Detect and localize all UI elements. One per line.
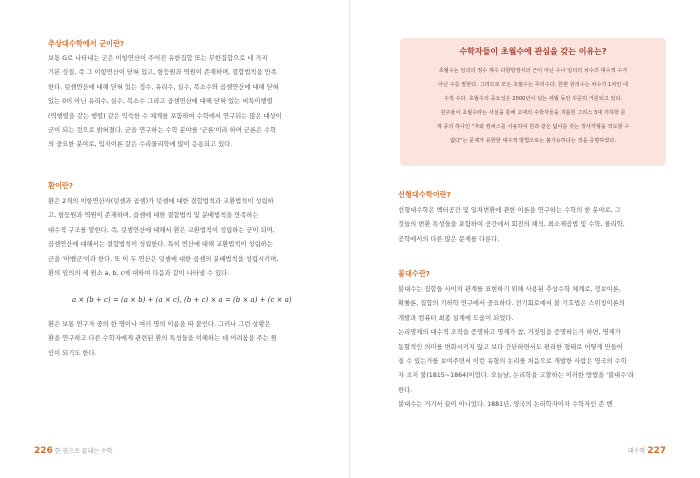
text-line: 불대수는 거기서 끝이 아니었다. 1881년, 영국의 논리학자이자 수학자인 존 벤 [398, 401, 613, 409]
text-line: 한다. [398, 386, 413, 394]
text-line: 환의 임의의 세 원소 a, b, c에 대하여 다음과 같이 나타낼 수 있다. [48, 270, 230, 278]
page-number: 227 [647, 446, 666, 456]
text-line: 자 조지 불(1815~1864)이었다. 오늘날, 논리학을 고찰하는 이러한 방법을 '불대수'라 [398, 372, 635, 380]
section-body-group [48, 52, 312, 153]
text-line: 군을 '아벨군'이라 한다. 또 이 두 연산은 덧셈에 대한 곱셈의 분배법칙을 성립시키며, [48, 255, 279, 263]
text-line: 선형대수학은 벡터공간 및 일차변환에 관한 이론을 연구하는 수학의 한 분야로, 그 [398, 207, 621, 214]
text-line: 없다"는 문제가 유한한 대수적 방법으로는 불가능하다는 것을 증명하였다. [450, 138, 616, 144]
text-line: 개발과 컴퓨터 최종 설계에 도움이 되었다. [398, 314, 514, 322]
text-line: 보통 G로 나타내는 군은 이항연산이 주어진 유한집합 또는 무한집합으로 네 가지 [48, 55, 268, 62]
text-line: 환은 보통 연구자 중의 한 명이나 여러 명의 이름을 따 붙인다. 그러나 그런 상황은 [48, 321, 271, 328]
text-line: 고, 항등원과 역원이 존재하며, 곱셈에 대한 결합법칙 및 분배법칙을 만족하는 [48, 212, 259, 220]
text-line: 인이 되기도 한다. [48, 349, 97, 357]
section-body-boolean-algebra [398, 283, 666, 413]
text-line: 기본 성질, 즉 그 이항연산이 닫혀 있고, 항등원과 역원이 존재하며, 결합법칙을 만족 [48, 69, 277, 77]
section-body-ring [48, 195, 312, 281]
text-line: 군이 되는 것으로 밝혀졌다. 군을 연구하는 수학 분야를 '군론'이라 하며 군론은 수학 [48, 127, 277, 135]
text-line: 환을 연구하고 다른 수학자에게 관련된 환의 특성들을 이해하는 데 어려움을 주는 원 [48, 335, 277, 343]
text-line: 곱셈연산에 대해서는 결합법칙이 성립한다. 특히 연산에 대해 교환법칙이 성립하는 [48, 241, 273, 249]
text-line: 공학에서의 다른 많은 문제를 다룬다. [398, 235, 500, 243]
section-body-linear-algebra [398, 204, 666, 247]
text-line: 환은 2개의 이항연산자(덧셈과 곱셈)가 덧셈에 대한 결합법칙과 교환법칙이 성립하 [48, 198, 274, 205]
left-footer [34, 446, 113, 456]
section-heading-boolean-algebra: 불대수란? [398, 269, 430, 278]
text-line: 논리명제의 대수적 조작을 증명하고 명제가 참, 거짓임을 증명하는가 하면, 명제가 [398, 329, 621, 337]
text-line: 제 중의 하나인 "자와 컴퍼스를 사용하여 원과 같은 넓이를 갖는 정사각형을 작도할 수 [436, 124, 630, 130]
right-footer [628, 446, 666, 456]
text-line: 확률론, 집합의 기하학 연구에서 중요하다. 전기회로에서 불 기호법은 스위칭이론의 [398, 300, 625, 308]
info-box-title: 수학자들이 초월수에 관심을 갖는 이유는? [459, 47, 607, 56]
text-line: 것들의 변환 특성들을 포함하여 공간에서 회전의 해석, 최소제곱법 및 수학, 물리학, [398, 221, 625, 229]
page-number: 226 [34, 446, 53, 456]
text-line: 수적 수다. 초월수의 중요성은 2000년이 넘는 세월 동안 꾸준히 거론되고 있다. [443, 96, 623, 102]
text-line: (역행렬을 갖는 행렬) 같은 익숙한 수 체계를 포함하여 수학에서 연구되는 많은 대상이 [48, 112, 282, 120]
text-line: 한다. 덧셈연산에 대해 닫혀 있는 정수, 유리수, 실수, 복소수와 곱셈연산에 대해 닫혀 [48, 83, 279, 91]
info-box [400, 38, 666, 166]
text-line: 의 중요한 분야로, 입자이론 같은 수리물리학에 많이 응용되고 있다. [48, 141, 233, 149]
distributive-formula: a × (b + c) = (a × b) + (a × c), (b + c) × a = (b × a) + (c × a) [72, 296, 292, 304]
text-line: 질 수 있는가를 보여주면서 이런 유형의 논리를 처음으로 개발한 사람은 영국의 수학 [398, 358, 627, 366]
section-heading-linear-algebra: 선형대수학이란? [398, 190, 451, 199]
book-title: 한 권으로 끝내는 수학 [54, 448, 113, 455]
text-line: 대수적 구조를 말한다. 즉, 덧셈연산에 대해서 환은 교환법칙이 성립하는 군이 되며, [48, 226, 275, 234]
text-line: 아닌 수를 말한다. 그리므로 모든 초월수는 무리수다. 한편 원리수는 차수가 1차인 대 [437, 82, 629, 88]
text-line: 초월수는 임의의 정수 계수 다항방정식의 근이 아닌 수나 임의의 차수의 대수적 수가 [438, 68, 628, 74]
right-page [350, 0, 700, 478]
text-line: 원주율이 초월수라는 사실을 통해 고대의 수학자들을 괴롭힌 그리스 3대 기하학 문 [440, 110, 626, 116]
text-line: 동할적인 의미를 변화시키지 않고 보다 간단하면서도 편리한 형태로 어떻게 만들어 [398, 343, 623, 351]
text-line: 있는 0이 아닌 유리수, 실수, 복소수 그리고 곱셈연산에 대해 닫혀 있는 비특이행렬 [48, 98, 273, 106]
section-heading-group: 추상대수학에서 군이란? [48, 39, 125, 48]
info-box-text [414, 64, 652, 148]
section-heading-ring: 환이란? [48, 181, 73, 190]
chapter-title: 대수학 [627, 448, 646, 455]
text-line: 불대수는 집합들 사이의 관계를 표현하기 위해 사용된 추상수학 체계로, 정보이론, [398, 286, 621, 293]
section-body-ring-cont [48, 318, 312, 361]
